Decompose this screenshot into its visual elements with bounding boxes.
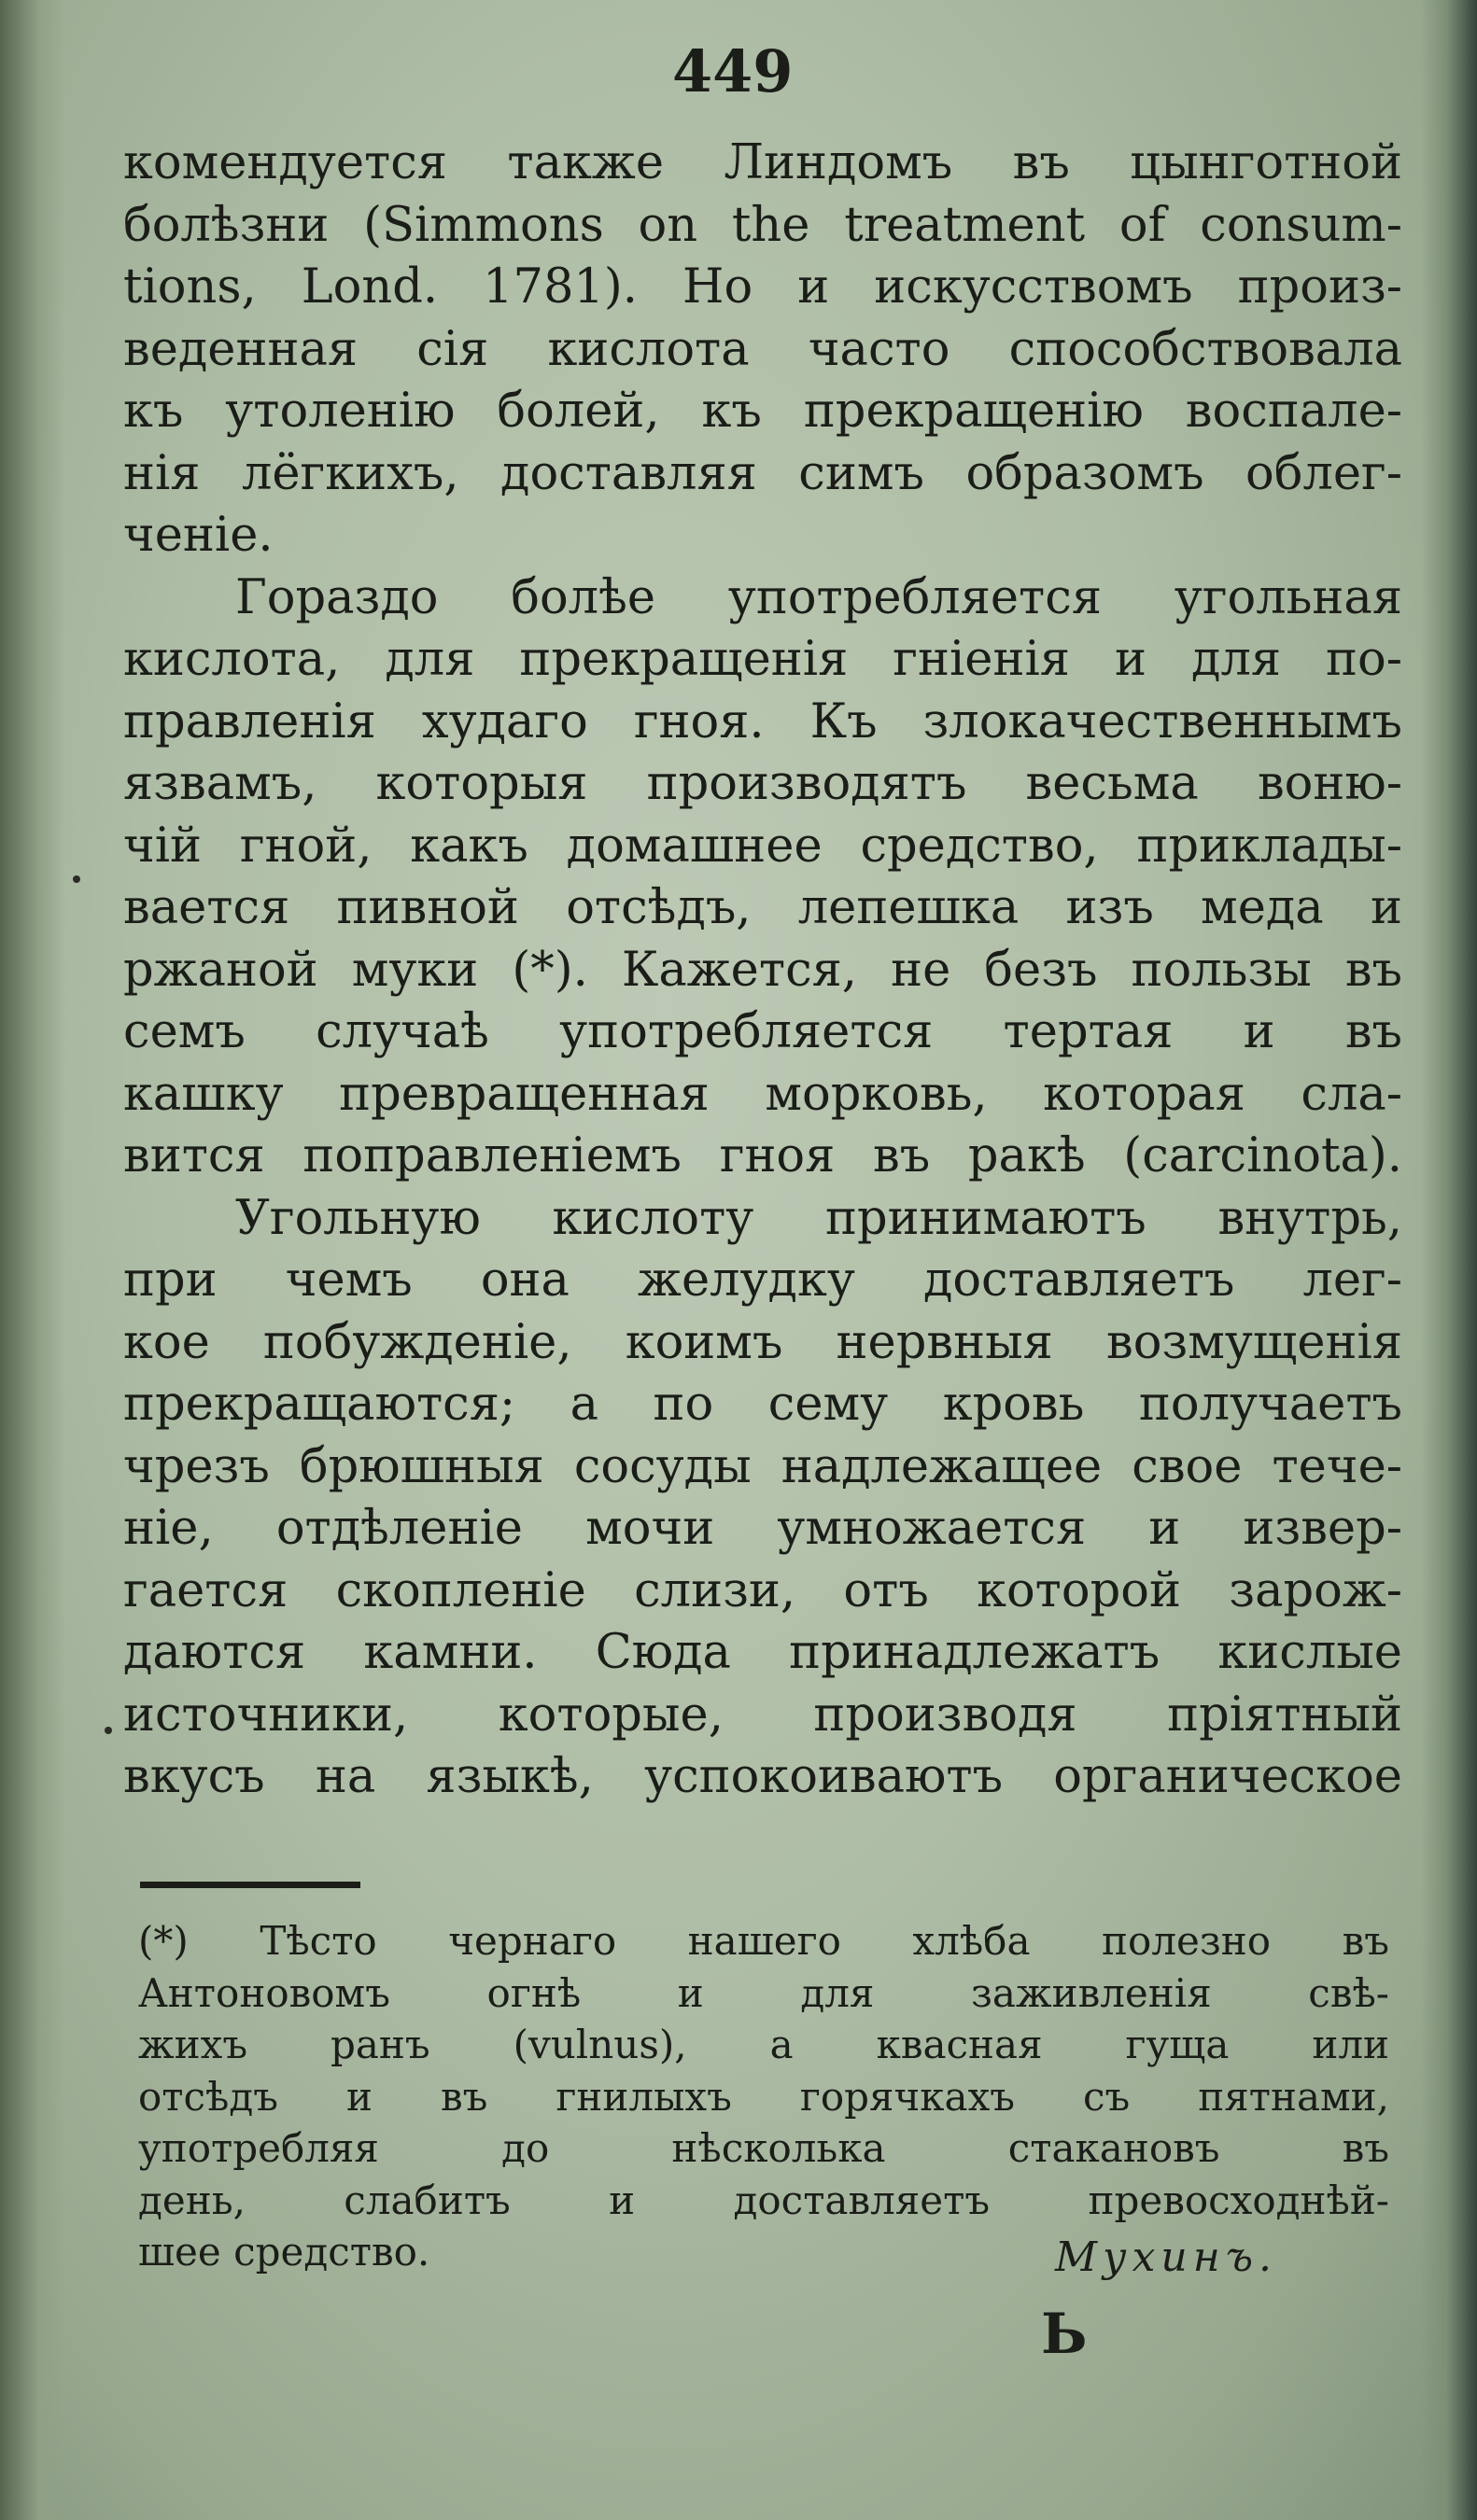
footnote [138, 1915, 1389, 2278]
text-line: язвамъ, которыя производятъ весьма воню- [123, 756, 1402, 811]
footnote-signature: Мухинъ. [1055, 2233, 1278, 2281]
text-line: чрезъ брюшныя сосуды надлежащее свое тече- [123, 1438, 1402, 1494]
footnote-line: отсѣдъ и въ гнилыхъ горячкахъ съ пятнами, [138, 2073, 1389, 2120]
footnote-separator-rule [140, 1882, 360, 1888]
text-line: чій гной, какъ домашнее средство, приклады- [123, 818, 1402, 874]
footnote-line: день, слабитъ и доставляетъ превосходнѣй- [138, 2177, 1389, 2223]
text-line: вается пивной отсѣдъ, лепешка изъ меда и [123, 880, 1402, 935]
text-line: кислота, для прекращенія гніенія и для по- [123, 632, 1402, 687]
text-line: семъ случаѣ употребляется тертая и въ [123, 1004, 1402, 1059]
text-line: прекращаются; а по сему кровь получаетъ [123, 1377, 1402, 1432]
text-line: комендуется также Линдомъ въ цынготной [123, 135, 1402, 190]
footnote-line: употребляя до нѣсколька стакановъ въ [138, 2125, 1389, 2171]
text-line: къ утоленію болей, къ прекращенію воспале- [123, 384, 1402, 439]
text-line: нія лёгкихъ, доставляя симъ образомъ облег- [123, 445, 1402, 501]
text-line: при чемъ она желудку доставляетъ лег- [123, 1253, 1402, 1308]
text-line: гается скопленіе слизи, отъ которой зарож- [123, 1562, 1402, 1618]
ink-speck [105, 1727, 112, 1734]
text-line: ржаной муки (*). Кажется, не безъ пользы въ [123, 942, 1402, 998]
footnote-line: шее средство. [138, 2229, 430, 2275]
text-line: веденная сія кислота часто способствовала [123, 321, 1402, 377]
ink-speck [73, 875, 80, 883]
paragraph-start-line: Гораздо болѣе употребляется угольная [235, 569, 1402, 625]
paragraph-start-line: Угольную кислоту принимаютъ внутрь, [235, 1190, 1402, 1246]
catchword: Ь [1041, 2302, 1088, 2367]
page-left-edge [0, 0, 65, 2520]
footnote-line: жихъ ранъ (vulnus), а квасная гуща или [138, 2022, 1389, 2067]
page-number: 449 [672, 37, 794, 105]
footnote-line: (*) Тѣсто чернаго нашего хлѣба полезно въ [138, 1918, 1389, 1964]
text-line: болѣзни (Simmons on the treatment of consum- [123, 197, 1402, 253]
text-line: кое побужденіе, коимъ нервныя возмущенія [123, 1314, 1402, 1370]
page-right-edge [1421, 0, 1477, 2520]
footnote-line: Антоновомъ огнѣ и для заживленія свѣ- [138, 1969, 1389, 2016]
text-line: правленія худаго гноя. Къ злокачественнымъ [123, 693, 1402, 749]
text-line: источники, которые, производя пріятный [123, 1687, 1402, 1743]
text-line: ніе, отдѣленіе мочи умножается и извер- [123, 1501, 1402, 1556]
text-line: вится поправленіемъ гноя въ ракѣ (carcinota). [123, 1128, 1402, 1183]
text-line: вкусъ на языкѣ, успокоиваютъ органическое [123, 1749, 1402, 1804]
text-line: даются камни. Сюда принадлежатъ кислые [123, 1625, 1402, 1680]
text-line: кашку превращенная морковь, которая сла- [123, 1066, 1402, 1122]
main-text [123, 133, 1402, 1809]
text-line: tions, Lond. 1781). Но и искусствомъ произ- [123, 259, 1402, 315]
text-line: ченіе. [123, 508, 274, 563]
